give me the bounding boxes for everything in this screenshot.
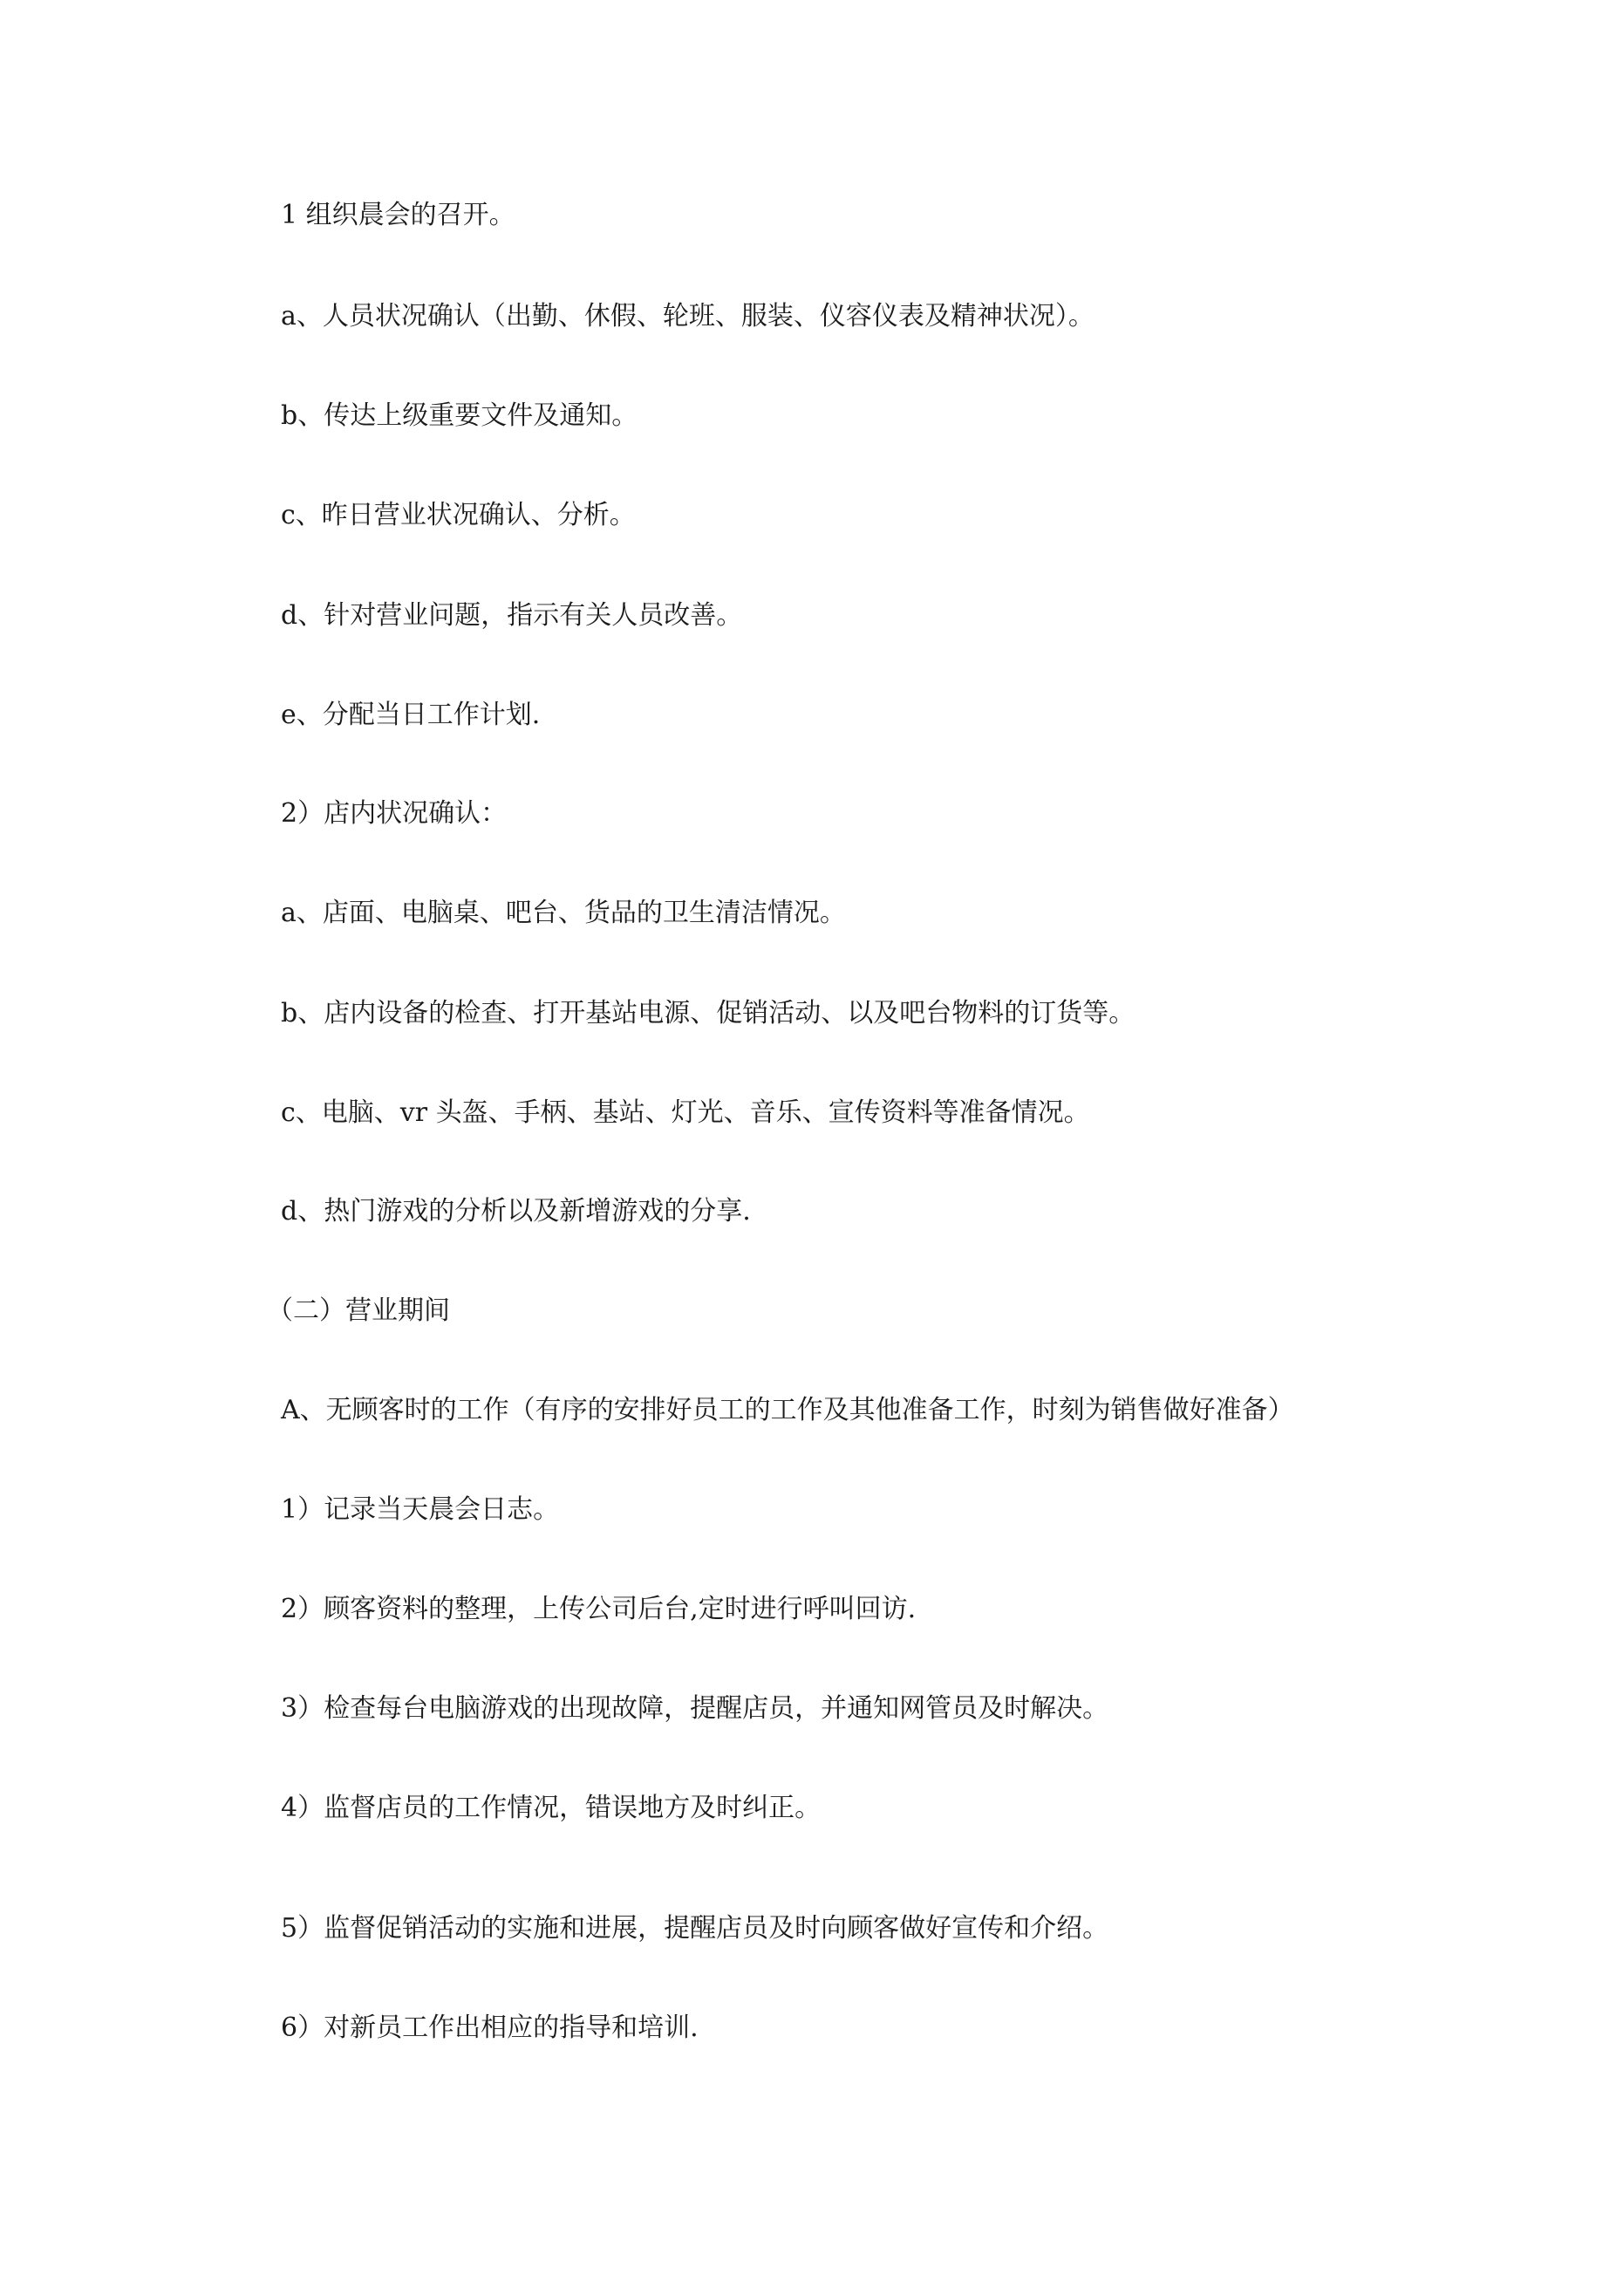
list-item: e、分配当日工作计划.: [281, 700, 541, 730]
list-item: d、针对营业问题，指示有关人员改善。: [281, 600, 743, 631]
list-item: b、店内设备的检查、打开基站电源、促销活动、以及吧台物料的订货等。: [281, 998, 1135, 1028]
list-item: c、电脑、vr 头盔、手柄、基站、灯光、音乐、宣传资料等准备情况。: [281, 1097, 1090, 1128]
list-item: c、昨日营业状况确认、分析。: [281, 500, 636, 530]
list-item: 6）对新员工作出相应的指导和培训.: [281, 2012, 699, 2043]
list-item: d、热门游戏的分析以及新增游戏的分享.: [281, 1196, 751, 1227]
list-item: 2）顾客资料的整理，上传公司后台,定时进行呼叫回访.: [281, 1594, 917, 1624]
list-item: a、店面、电脑桌、吧台、货品的卫生清洁情况。: [281, 898, 846, 928]
list-item: a、人员状况确认（出勤、休假、轮班、服装、仪容仪表及精神状况）。: [281, 301, 1095, 331]
section-heading-morning-meeting: 1 组织晨会的召开。: [281, 200, 515, 230]
list-item: 5）监督促销活动的实施和进展，提醒店员及时向顾客做好宣传和介绍。: [281, 1913, 1109, 1944]
list-item: 4）监督店员的工作情况，错误地方及时纠正。: [281, 1793, 822, 1823]
subsection-heading-no-customers: A、无顾客时的工作（有序的安排好员工的工作及其他准备工作，时刻为销售做好准备）: [281, 1395, 1294, 1425]
section-heading-business-hours: （二）营业期间: [267, 1295, 450, 1326]
section-heading-store-check: 2）店内状况确认：: [281, 798, 508, 829]
list-item: b、传达上级重要文件及通知。: [281, 400, 638, 431]
list-item: 3）检查每台电脑游戏的出现故障，提醒店员，并通知网管员及时解决。: [281, 1693, 1109, 1724]
list-item: 1）记录当天晨会日志。: [281, 1494, 560, 1525]
